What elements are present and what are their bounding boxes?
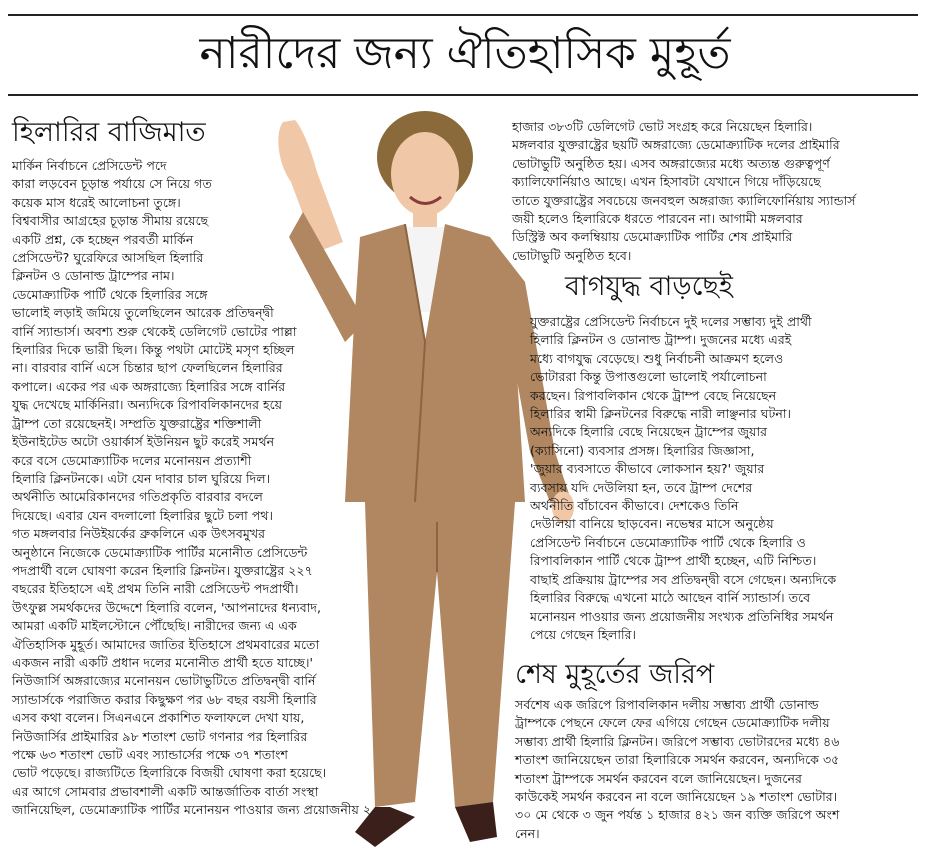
text-line: না। বারবার বার্নি এসে চিন্তার ছাপ ফেলছিলেন হিলারির: [12, 360, 283, 376]
text-line: নিউজার্সি অঙ্গরাজ্যের মনোনয়ন ভোটাভুটিতে প্রতিদ্বন্দ্বী বার্নি: [12, 673, 316, 689]
text-line: একটি প্রশ্ন, কে হচ্ছেন পরবর্তী মার্কিন: [12, 231, 194, 247]
text-line: ভোটাভুটি অনুষ্ঠিত হবে।: [512, 247, 632, 263]
text-line: হিলারির দিকে ভারী ছিল। কিন্তু পথটা মোটেই মসৃণ হচ্ছিল: [12, 342, 295, 358]
text-line: এর আগে সোমবার প্রভাবশালী একটি আন্তর্জাতিক বার্তা সংস্থা: [12, 783, 319, 799]
text-line: জানিয়েছিল, ডেমোক্র্যাটিক পার্টির মনোনয়ন পাওয়ার জন্য প্রয়োজনীয় ২: [12, 802, 372, 818]
text-line: বিশ্ববাসীর আগ্রহের চূড়ান্ত সীমায় রয়েছে: [12, 213, 209, 229]
text-line: অর্থনীতি বাঁচাবেন কীভাবে। দেশকেও তিনি: [530, 498, 739, 514]
text-line: প্রেসিডেন্ট নির্বাচনে ডেমোক্র্যাটিক পার্টি থেকে হিলারি ও: [530, 534, 806, 550]
right-top-body: [512, 118, 922, 265]
text-line: স্যান্ডার্সকে পরাজিত করার কিছুক্ষণ পর ৬৮ বছর বয়সী হিলারি: [12, 691, 317, 707]
text-line: নেন।: [515, 825, 540, 841]
text-line: গত মঙ্গলবার নিউইয়র্কের ব্রুকলিনে এক উৎসবমুখর: [12, 526, 266, 542]
text-line: সম্ভাব্য প্রার্থী হিলারি ক্লিনটন। জরিপে সম্ভাব্য ভোটারদের মধ্যে ৪৬: [515, 733, 840, 749]
text-line: ৩০ মে থেকে ৩ জুন পর্যন্ত ১ হাজার ৪২১ জন ব্যক্তি জরিপে অংশ: [515, 807, 840, 823]
text-line: অনুষ্ঠানে নিজেকে ডেমোক্র্যাটিক পার্টির মনোনীত প্রেসিডেন্ট: [12, 544, 308, 560]
text-line: ঐতিহাসিক মুহূর্ত। আমাদের জাতির ইতিহাসে প্রথমবারের মতো: [12, 636, 320, 652]
text-line: ডেমোক্র্যাটিক পার্টি থেকে হিলারির সঙ্গে: [12, 286, 208, 302]
text-line: পক্ষে ৬৩ শতাংশ ভোট এবং স্যান্ডার্সের পক্ষে ৩৭ শতাংশ: [12, 747, 288, 762]
text-line: কয়েক মাস ধরেই আলোচনা তুঙ্গে।: [12, 194, 181, 210]
text-line: ট্রাম্প তো রয়েছেনই। সম্প্রতি যুক্তরাষ্ট্রের শক্তিশালী: [12, 415, 262, 431]
text-line: পেয়ে গেছেন হিলারি।: [530, 626, 637, 642]
text-line: যুদ্ধ দেখেছে মার্কিনিরা। অন্যদিকে রিপাবলিকানদের হয়ে: [12, 397, 283, 413]
text-line: হিলারি ক্লিনটন ও ডোনাল্ড ট্রাম্প। দুজনের মধ্যে এরই: [530, 332, 792, 348]
text-line: করছেন। রিপাবলিকান থেকে ট্রাম্প বেছে নিয়েছেন: [530, 387, 777, 403]
text-line: মনোনয়ন পাওয়ার জন্য প্রয়োজনীয় সংখ্যক প্রতিনিধির সমর্থন: [530, 608, 834, 624]
text-line: শতাংশ ট্রাম্পকে সমর্থন করবেন বলে জানিয়েছেন। দুজনের: [515, 770, 802, 786]
text-line: নিউজার্সির প্রাইমারির ৯৮ শতাংশ ভোট গণনার পর হিলারির: [12, 728, 308, 744]
text-line: মঙ্গলবার যুক্তরাষ্ট্রের ছয়টি অঙ্গরাজ্যে ডেমোক্র্যাটিক দলের প্রাইমারি: [512, 137, 840, 153]
text-line: হাজার ৩৮৩টি ডেলিগেট ভোট সংগ্রহ করে নিয়েছেন হিলারি।: [512, 119, 813, 134]
text-line: করে বসে ডেমোক্র্যাটিক দলের মনোনয়ন প্রত্যাশী: [12, 452, 252, 468]
text-line: কাউকেই সমর্থন করবেন না বলে জানিয়েছেন ১৯ শতাংশ ভোটার।: [515, 789, 838, 805]
text-line: উৎফুল্ল সমর্থকদের উদ্দেশে হিলারি বলেন, 'আপনাদের ধন্যবাদ,: [12, 599, 322, 615]
text-line: আমরা একটি মাইলস্টোনে পৌঁছেছি। নারীদের জন্য এ এক: [12, 618, 297, 634]
headline: নারীদের জন্য ঐতিহাসিক মুহূর্ত: [199, 28, 731, 79]
text-line: দেউলিয়া বানিয়ে ছাড়বেন। নভেম্বর মাসে অনুষ্ঠেয়: [530, 516, 774, 532]
left-shoe: [355, 807, 415, 847]
section3-body: [515, 696, 920, 843]
text-line: শতাংশ জানিয়েছেন তারা হিলারিকে সমর্থন করবেন, অন্যদিকে ৩৫: [515, 752, 840, 768]
text-line: ইউনাইটেড অটো ওয়ার্কার্স ইউনিয়ন ছুট করেই সমর্থন: [12, 434, 275, 450]
text-line: মার্কিন নির্বাচনে প্রেসিডেন্ট পদে: [12, 158, 167, 173]
text-line: এসব কথা বলেন। সিএনএনে প্রকাশিত ফলাফলে দেখা যায়,: [12, 710, 305, 726]
text-line: যুক্তরাষ্ট্রের প্রেসিডেন্ট নির্বাচনে দুই দলের সম্ভাব্য দুই প্রার্থী: [530, 314, 812, 329]
right-shoe: [455, 802, 497, 842]
text-line: কারা লড়বেন চূড়ান্ত পর্যায়ে সে নিয়ে গত: [12, 176, 212, 192]
text-line: ক্যালিফোর্নিয়াও আছে। এখন হিসাবটা যেখানে গিয়ে দাঁড়িয়েছে: [512, 174, 821, 190]
text-line: ভোট পড়েছে। রাজ্যটিতে হিলারিকে বিজয়ী ঘোষণা করা হয়েছে।: [12, 765, 327, 781]
text-line: অন্যদিকে হিলারি বেছে নিয়েছেন ট্রাম্পের জুয়ার: [530, 424, 768, 440]
section2-body: [530, 313, 920, 644]
text-line: ভোটাভুটি অনুষ্ঠিত হয়। এসব অঙ্গরাজ্যের মধ্যে অত্যন্ত গুরুত্বপূর্ণ: [512, 155, 830, 171]
section2-title: বাগযুদ্ধ বাড়ছেই: [565, 271, 733, 302]
text-line: বার্নি স্যান্ডার্স। অবশ্য শুরু থেকেই ডেলিগেট ভোটের পাল্লা: [12, 323, 297, 339]
text-line: রিপাবলিকান পার্টি থেকে ট্রাম্প প্রার্থী হচ্ছেন, এটি নিশ্চিত।: [530, 553, 817, 569]
text-line: ক্লিনটন ও ডোনাল্ড ট্রাম্পের নাম।: [12, 268, 175, 284]
top-rule: [8, 14, 918, 16]
text-line: হিলারির বিরুদ্ধে এখনো মাঠে আছেন বার্নি স্যান্ডার্স। তবে: [530, 590, 811, 606]
text-line: ব্যবসায় যদি দেউলিয়া হন, তবে ট্রাম্প দেশের: [530, 479, 753, 495]
text-line: প্রেসিডেন্ট? ঘুরেফিরে আসছিল হিলারি: [12, 250, 204, 266]
text-line: বাছাই প্রক্রিয়ায় ট্রাম্পের সব প্রতিদ্বন্দ্বী বসে গেছেন। অন্যদিকে: [530, 571, 837, 587]
text-line: হিলারির স্বামী ক্লিনটনের বিরুদ্ধে নারী লাঞ্ছনার ঘটনা।: [530, 406, 792, 422]
text-line: দিয়েছে। এবার যেন বদলালো হিলারির ছুটে চলা পথ।: [12, 507, 274, 523]
trousers: [365, 502, 515, 807]
text-line: ট্রাম্পকে পেছনে ফেলে ফের এগিয়ে গেছেন ডেমোক্র্যাটিক দলীয়: [515, 715, 830, 731]
text-line: (ক্যাসিনো) ব্যবসার প্রসঙ্গ। হিলারির জিজ্ঞাসা,: [530, 442, 755, 458]
text-line: ডিস্ট্রিক্ট অব কলম্বিয়ায় ডেমোক্র্যাটিক পার্টির শেষ প্রাইমারি: [512, 229, 793, 245]
text-line: কপালে। একের পর এক অঙ্গরাজ্যে হিলারির সঙ্গে বার্নির: [12, 378, 286, 394]
text-line: মধ্যে বাগযুদ্ধ বেড়েছে। শুধু নির্বাচনী আক্রমণ হলেও: [530, 350, 784, 366]
text-line: সর্বশেষ এক জরিপে রিপাবলিকান দলীয় সম্ভাব্য প্রার্থী ডোনাল্ড: [515, 697, 819, 712]
text-line: তাতে যুক্তরাষ্ট্রের সবচেয়ে জনবহুল অঙ্গরাজ্য ক্যালিফোর্নিয়ায় স্যান্ডার্স: [512, 192, 856, 208]
section3-title: শেষ মুহূর্তের জরিপ: [515, 659, 715, 690]
text-line: ভালোই লড়াই জমিয়ে তুলেছিলেন আরেক প্রতিদ্বন্দ্বী: [12, 305, 274, 321]
text-line: 'জুয়ার ব্যবসাতে কীভাবে লোকসান হয়?' জুয়ার: [530, 461, 765, 477]
text-line: জয়ী হলেও হিলারিকে ধরতে পারবেন না। আগামী মঙ্গলবার: [512, 211, 803, 227]
text-line: ভোটাররা কিন্তু উপাত্তগুলো ভালোই পর্যালোচনা: [530, 369, 767, 385]
text-line: অর্থনীতি আমেরিকানদের গতিপ্রকৃতি বারবার বদলে: [12, 489, 263, 505]
text-line: বছরের ইতিহাসে এই প্রথম তিনি নারী প্রেসিডেন্ট পদপ্রার্থী।: [12, 581, 299, 597]
text-line: পদপ্রার্থী বলে ঘোষণা করেন হিলারি ক্লিনটন। যুক্তরাষ্ট্রের ২২৭: [12, 562, 313, 578]
left-section-title: হিলারির বাজিমাত: [12, 117, 206, 148]
text-line: হিলারি ক্লিনটনকে। এটা যেন দাবার চাল ঘুরিয়ে দিল।: [12, 470, 271, 486]
headline-rule: [8, 94, 918, 96]
text-line: একজন নারী একটি প্রধান দলের মনোনীত প্রার্থী হতে যাচ্ছে।': [12, 654, 313, 670]
